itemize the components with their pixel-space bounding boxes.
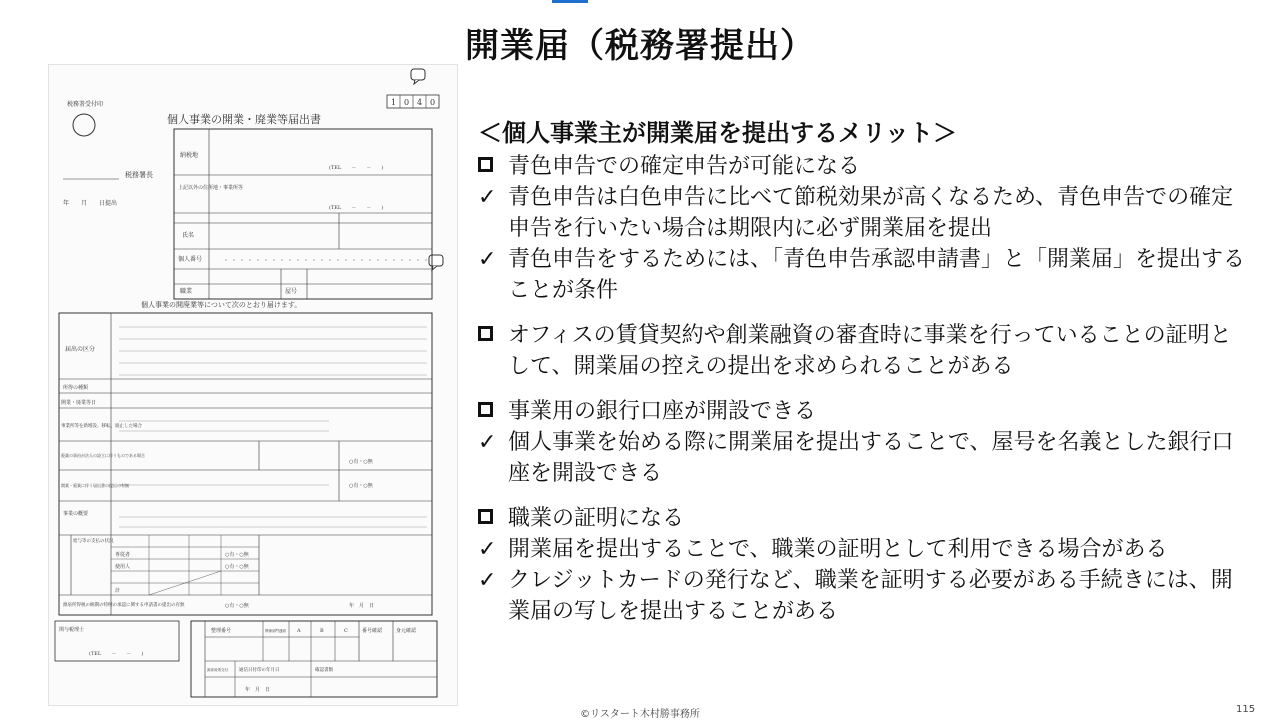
checkbox-square-icon bbox=[478, 157, 493, 172]
withholding-choice: ○有・○無 bbox=[225, 603, 249, 609]
merit-item bbox=[478, 151, 1248, 182]
section-blue: 開業・廃業に伴う届出書の提出の有無 bbox=[61, 483, 129, 488]
merit-check bbox=[478, 244, 1248, 306]
merits-heading: ＜個人事業主が開業届を提出するメリット＞ bbox=[478, 119, 958, 147]
salary-choice-2: ○有・○無 bbox=[225, 564, 249, 570]
merit-detail: 開業届を提出することで、職業の証明として利用できる場合がある bbox=[508, 537, 1168, 562]
office-row-0: 源泉用紙交付 bbox=[207, 668, 228, 672]
field-number: 個人番号 bbox=[178, 256, 203, 263]
stamp-circle bbox=[73, 114, 95, 136]
row-user: 使用人 bbox=[115, 564, 131, 570]
tel-label-other: (TEL － － ) bbox=[329, 205, 384, 211]
merit-detail: 個人事業を始める際に開業届を提出することで、屋号を名義とした銀行口座を開設できる bbox=[508, 430, 1234, 486]
submit-date-label: 年 月 日提出 bbox=[63, 200, 118, 207]
office-label-6: 身元確認 bbox=[396, 628, 417, 634]
office-label-5: 番号確認 bbox=[362, 628, 383, 634]
merit-check bbox=[478, 427, 1248, 489]
form-title: 個人事業の開業・廃業等届出書 bbox=[167, 113, 321, 126]
staff-label: 関与税理士 bbox=[59, 627, 85, 633]
staff-tel: (TEL － － ) bbox=[89, 651, 144, 657]
blue-choice: ○有・○無 bbox=[349, 483, 373, 489]
svg-text:1: 1 bbox=[391, 98, 397, 107]
copyright-footer: ©リスタート木村勝事務所 bbox=[580, 709, 700, 720]
merit-check bbox=[478, 565, 1248, 627]
section-income: 所得の種類 bbox=[63, 385, 89, 391]
office-label-3: B bbox=[320, 628, 324, 634]
checkbox-square-icon bbox=[478, 326, 493, 341]
field-job: 職業 bbox=[180, 288, 193, 295]
form-svg bbox=[49, 65, 457, 705]
form-number-boxes bbox=[387, 95, 439, 108]
field-trade-name: 屋号 bbox=[285, 288, 298, 295]
checkbox-square-icon bbox=[478, 509, 493, 524]
checkmark-icon: ✓ bbox=[478, 430, 497, 455]
checkmark-icon: ✓ bbox=[478, 568, 497, 593]
office-label-1: 関係部門連絡 bbox=[265, 629, 286, 633]
checkmark-icon: ✓ bbox=[478, 537, 497, 562]
opening-notification-form-image bbox=[48, 64, 458, 706]
office-date: 年 月 日 bbox=[245, 687, 271, 693]
withholding-date: 年 月 日 bbox=[349, 603, 375, 609]
row-employee: 専従者 bbox=[115, 552, 131, 558]
merit-detail: 青色申告をするためには、「青色申告承認申請書」と「開業届」を提出することが条件 bbox=[508, 247, 1246, 303]
merits-panel bbox=[478, 118, 1248, 627]
reason-lines bbox=[119, 327, 427, 527]
row-total: 計 bbox=[115, 588, 121, 594]
merit-item bbox=[478, 396, 1248, 427]
merit-title: 事業用の銀行口座が開設できる bbox=[508, 399, 817, 424]
applicant-info-table bbox=[174, 129, 432, 299]
checkmark-icon: ✓ bbox=[478, 185, 497, 210]
salary-choice-1: ○有・○無 bbox=[225, 552, 249, 558]
svg-text:0: 0 bbox=[404, 98, 410, 107]
tel-label-address: (TEL － － ) bbox=[329, 165, 384, 171]
merit-title: 青色申告での確定申告が可能になる bbox=[508, 154, 861, 179]
corp-choice: ○有・○無 bbox=[349, 459, 373, 465]
field-name: 氏名 bbox=[182, 232, 195, 239]
section-summary: 事業の概要 bbox=[63, 511, 89, 517]
tax-office-label: 税務署長 bbox=[125, 171, 153, 179]
top-accent-bar bbox=[552, 0, 588, 3]
section-withholding: 源泉所得税の納期の特例の承認に関する申請書の提出の有無 bbox=[63, 603, 185, 608]
office-label-4: C bbox=[344, 628, 348, 634]
section-office: 事業所等を新増設、移転、廃止した場合 bbox=[61, 424, 142, 429]
section-start-date: 開業・廃業等日 bbox=[61, 400, 97, 406]
field-other-address: 上記以外の住所地・事業所等 bbox=[178, 185, 244, 191]
comment-icon[interactable] bbox=[429, 255, 443, 270]
merit-title: 職業の証明になる bbox=[508, 506, 685, 531]
page-title: 開業届（税務署提出） bbox=[465, 26, 815, 66]
section-salary: 給与等の支払の状況 bbox=[73, 539, 114, 544]
section-reason: 届出の区分 bbox=[65, 346, 96, 353]
checkmark-icon: ✓ bbox=[478, 247, 497, 272]
merit-title: オフィスの賃貸契約や創業融資の審査時に事業を行っていることの証明として、開業届の控えの提出を求められることがある bbox=[508, 323, 1232, 379]
section-corp: 廃業の事由が法人の設立に伴うものである場合 bbox=[61, 453, 145, 458]
merit-item bbox=[478, 320, 1248, 382]
merit-check bbox=[478, 182, 1248, 244]
svg-text:4: 4 bbox=[417, 98, 423, 107]
merit-detail: クレジットカードの発行など、職業を証明する必要がある手続きには、開業届の写しを提出することがある bbox=[508, 568, 1233, 624]
merit-item bbox=[478, 503, 1248, 534]
page-number: 115 bbox=[1236, 704, 1256, 715]
office-label-0: 整理番号 bbox=[211, 628, 232, 634]
comment-icon[interactable] bbox=[411, 69, 425, 84]
receipt-label: 税務署受付印 bbox=[67, 101, 104, 108]
merit-check bbox=[478, 534, 1248, 565]
svg-text:0: 0 bbox=[430, 98, 436, 107]
office-row-2: 確認書類 bbox=[315, 668, 333, 673]
field-address: 納税地 bbox=[180, 152, 199, 159]
office-row-1: 通信日付印の年月日 bbox=[239, 668, 280, 673]
office-label-2: A bbox=[297, 628, 301, 634]
notice-line: 個人事業の開廃業等について次のとおり届けます。 bbox=[141, 301, 302, 309]
merit-detail: 青色申告は白色申告に比べて節税効果が高くなるため、青色申告での確定申告を行いたい場合は期限内に必ず開業届を提出 bbox=[508, 185, 1234, 241]
checkbox-square-icon bbox=[478, 402, 493, 417]
